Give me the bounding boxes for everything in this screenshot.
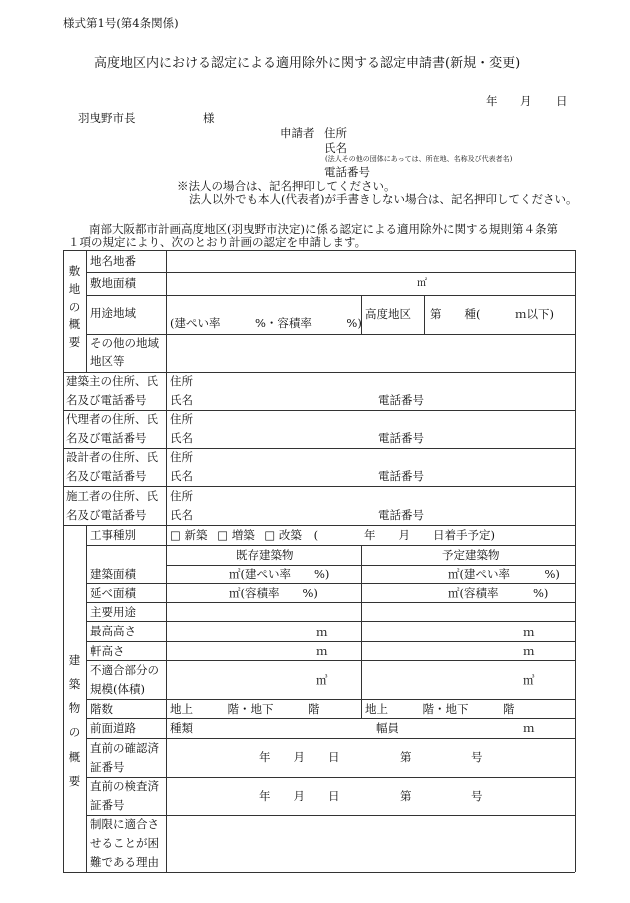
applicant-phone-label: 電話番号: [324, 165, 370, 179]
site-section-label: 敷地の概要: [68, 264, 81, 350]
site-area-unit: ㎡: [417, 278, 427, 289]
party-label-1: 代理者の住所、氏: [66, 412, 158, 426]
party-address-label: 住所: [170, 450, 193, 464]
eave-height-planned-unit: ｍ: [523, 644, 535, 658]
note-non-corporation: 法人以外でも本人(代表者)が手書きしない場合は、記名押印してください。: [189, 192, 578, 206]
road-width-unit: ｍ: [523, 721, 535, 735]
party-label-2: 名及び電話番号: [66, 431, 147, 445]
party-phone-label: 電話番号: [378, 508, 424, 522]
option-extend-label: 増築: [231, 528, 255, 542]
planned-building-header: 予定建築物: [442, 548, 500, 562]
party-phone-label: 電話番号: [378, 393, 424, 407]
prev-inspection-go: 号: [471, 789, 483, 803]
max-height-label: 最高高さ: [90, 624, 136, 638]
checkbox-extend[interactable]: □: [217, 528, 229, 542]
front-road-label: 前面道路: [90, 721, 136, 735]
party-label-2: 名及び電話番号: [66, 469, 147, 483]
work-type-label: 工事種別: [90, 528, 136, 542]
road-width-label: 幅員: [376, 721, 399, 735]
floors-label: 階数: [90, 702, 113, 716]
nonconforming-label-1: 不適合部分の: [90, 663, 159, 677]
party-name-label: 氏名: [170, 508, 193, 522]
party-label-1: 施工者の住所、氏: [66, 489, 158, 503]
floor-area-planned: ㎡(容積率 %): [448, 586, 549, 600]
reason-label-1: 制限に適合さ: [90, 817, 159, 831]
note-corporation: ※法人の場合は、記名押印してください。: [177, 179, 396, 193]
floors-existing: 地上 階・地下 階: [170, 702, 320, 716]
party-phone-label: 電話番号: [378, 431, 424, 445]
site-other-area-label-1: その他の地域: [90, 336, 159, 350]
start-date: ( 年 月 日着手予定): [313, 528, 496, 542]
building-area-existing: ㎡(建ぺい率 %): [229, 567, 330, 581]
form-title: 高度地区内における認定による適用除外に関する認定申請書(新規・変更): [94, 56, 521, 71]
party-name-label: 氏名: [170, 431, 193, 445]
date-year: 年: [486, 94, 498, 108]
party-name-label: 氏名: [170, 469, 193, 483]
building-area-planned: ㎡(建ぺい率 %): [448, 567, 560, 581]
party-name-label: 氏名: [170, 393, 193, 407]
option-new-label: 新築: [184, 528, 208, 542]
site-ratio: (建ぺい率 %・容積率 %): [170, 316, 362, 330]
road-kind-label: 種類: [170, 721, 193, 735]
floor-area-label: 延べ面積: [90, 586, 136, 600]
site-use-zone-label: 用途地域: [90, 306, 136, 320]
prev-inspection-date: 年 月 日: [259, 789, 340, 803]
addressee-sama: 様: [203, 111, 215, 125]
reason-label-3: 難である理由: [90, 855, 159, 869]
floors-planned: 地上 階・地下 階: [365, 702, 515, 716]
party-address-label: 住所: [170, 489, 193, 503]
prev-confirmation-date: 年 月 日: [259, 750, 340, 764]
site-other-area-label-2: 地区等: [90, 354, 125, 368]
party-label-2: 名及び電話番号: [66, 393, 147, 407]
checkbox-new[interactable]: □: [170, 528, 181, 542]
party-address-label: 住所: [170, 412, 193, 426]
max-height-existing-unit: ｍ: [316, 625, 328, 639]
applicant-name-label: 氏名: [324, 141, 347, 155]
applicant-corp-note: (法人その他の団体にあっては、所在地、名称及び代表者名): [325, 155, 513, 163]
site-height-kind: 第 種( ｍ以下): [430, 307, 554, 321]
max-height-planned-unit: ｍ: [523, 625, 535, 639]
reason-label-2: せることが困: [90, 836, 159, 850]
floor-area-existing: ㎡(容積率 %): [229, 586, 318, 600]
checkbox-modify[interactable]: □: [264, 528, 276, 542]
date-month: 月: [520, 94, 532, 108]
addressee-mayor: 羽曳野市長: [78, 111, 136, 125]
intro-line-2: １項の規定により、次のとおり計画の認定を申請します。: [68, 235, 367, 249]
form-number: 様式第1号(第4条関係): [63, 16, 179, 30]
existing-building-header: 既存建築物: [236, 548, 294, 562]
nonconforming-existing-unit: ㎥: [316, 673, 328, 687]
nonconforming-label-2: 規模(体積): [90, 682, 145, 696]
applicant-address-label: 住所: [324, 126, 347, 140]
work-type-options: [170, 530, 495, 542]
party-label-1: 建築主の住所、氏: [66, 374, 158, 388]
site-area-label: 敷地面積: [90, 276, 136, 290]
option-modify-label: 改築: [278, 528, 302, 542]
prev-confirmation-label-2: 証番号: [90, 760, 125, 774]
site-height-district-label: 高度地区: [365, 307, 411, 321]
main-use-label: 主要用途: [90, 605, 136, 619]
prev-inspection-dai: 第: [400, 789, 412, 803]
prev-inspection-label-1: 直前の検査済: [90, 779, 159, 793]
eave-height-label: 軒高さ: [90, 644, 125, 658]
applicant-label: 申請者: [280, 126, 315, 140]
intro-line-1: 南部大阪都市計画高度地区(羽曳野市決定)に係る認定による適用除外に関する規則第４条第: [89, 222, 558, 236]
party-label-2: 名及び電話番号: [66, 508, 147, 522]
building-section-label: 建築物の概要: [68, 653, 81, 788]
prev-inspection-label-2: 証番号: [90, 798, 125, 812]
date-day: 日: [556, 94, 568, 108]
prev-confirmation-label-1: 直前の確認済: [90, 741, 159, 755]
party-phone-label: 電話番号: [378, 469, 424, 483]
eave-height-existing-unit: ｍ: [316, 644, 328, 658]
site-lot-label: 地名地番: [90, 254, 136, 268]
prev-confirmation-go: 号: [471, 750, 483, 764]
nonconforming-planned-unit: ㎥: [523, 673, 535, 687]
prev-confirmation-dai: 第: [400, 750, 412, 764]
party-label-1: 設計者の住所、氏: [66, 450, 158, 464]
building-area-label: 建築面積: [90, 567, 136, 581]
party-address-label: 住所: [170, 374, 193, 388]
